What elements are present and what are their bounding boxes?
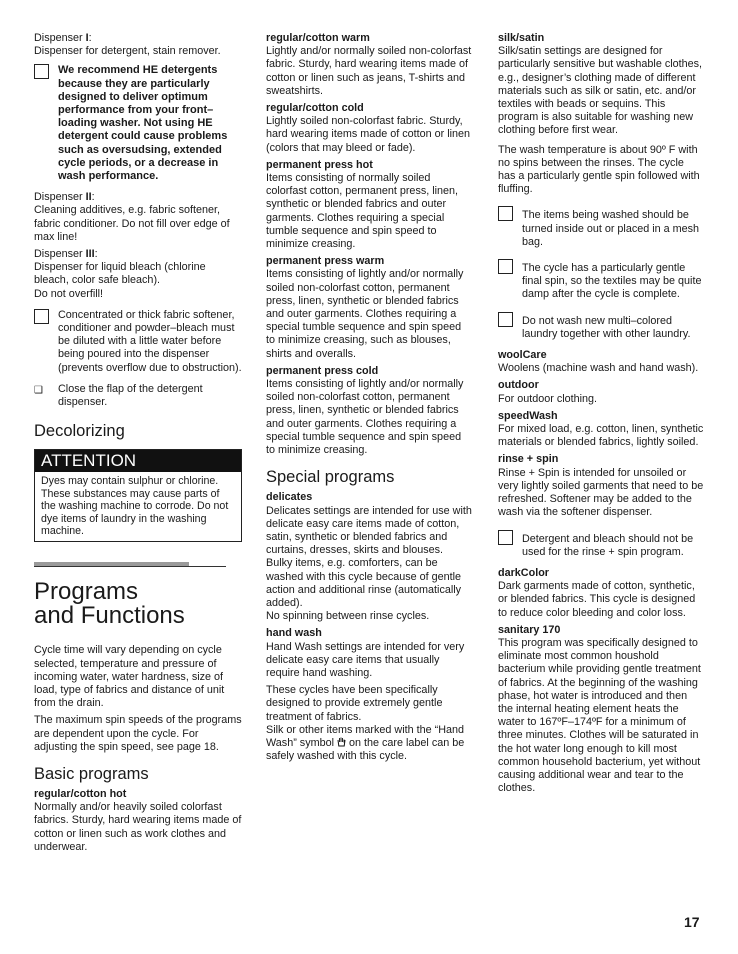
note-icon	[498, 312, 513, 327]
dispenser-label: Dispenser	[34, 191, 86, 204]
note-icon	[34, 309, 49, 324]
page-title	[34, 580, 242, 628]
program-title-outdoor: outdoor	[498, 379, 539, 392]
column-left	[34, 32, 242, 858]
program-text-rinse-spin: Rinse + Spin is intended for unsoiled or very lightly soiled garments that need to be refreshed. Softener may be added to the wash via the softener dispenser.	[498, 466, 704, 519]
note-icon	[498, 259, 513, 274]
note-dilute	[34, 309, 242, 375]
program-text-silk-temp: The wash temperature is about 90º F with no spins between the rinses. The cycle has a particularly gentle spin followed with fluffing.	[498, 143, 700, 196]
checkbox-bullet-icon: ❑	[34, 384, 43, 396]
program-title-sanitary: sanitary 170	[498, 623, 561, 636]
attention-box	[34, 449, 242, 542]
note-text: The items being washed should be turned inside out or placed in a mesh bag.	[522, 209, 700, 248]
program-text-hand-wash-symbol	[266, 724, 472, 764]
program-text-delicates-bulky: Bulky items, e.g. comforters, can be washed with this cycle because of gentle action and additional rinse (automatically added).	[266, 557, 462, 609]
note-text: We recommend HE detergents because they are particularly designed to deliver optimum performance from your front–loading washer. Not using HE detergent could cause problems such as oversudsing, extended cycle periods, or a decrease in wash performance.	[58, 64, 228, 183]
attention-heading: ATTENTION	[35, 450, 241, 472]
heading-special-programs: Special programs	[266, 468, 395, 487]
program-text-regular-warm: Lightly and/or normally soiled non-colorfast fabric. Sturdy, hard wearing items made of cotton or linen such as jeans, T-shirts and sweatshirts.	[266, 45, 472, 97]
dispenser-1	[34, 32, 242, 58]
divider-thin	[34, 566, 226, 567]
program-text-regular-cold: Lightly soiled non-colorfast fabric. Sturdy, hard wearing items made of cotton or linen (colors that may bleed or fade).	[266, 115, 471, 154]
note-text: The cycle has a particularly gentle final spin, so the textiles may be quite damp after the cycle is complete.	[522, 262, 702, 301]
dispenser-number: III	[85, 248, 95, 261]
page-number: 17	[684, 914, 700, 930]
dispenser-description: Dispenser for detergent, stain remover.	[34, 45, 221, 58]
intro-paragraph-1: Cycle time will vary depending on cycle selected, temperature and pressure of incoming water, water hardness, size of load, type of fabrics and distance of unit from the drain.	[34, 644, 225, 710]
dispenser-number: I	[85, 32, 89, 44]
program-title-regular-hot: regular/cotton hot	[34, 787, 127, 800]
heading-decolorizing: Decolorizing	[34, 422, 125, 441]
dispenser-label: Dispenser	[34, 32, 86, 44]
program-title-silk: silk/satin	[498, 32, 545, 44]
column-right	[498, 32, 704, 799]
program-text-silk: Silk/satin settings are designed for particularly sensitive but washable clothes, e.g., designer’s clothing made of different materials such as silk or satin, etc. and/or textiles with beads or sequins. This program is also suitable for washing new clothing before first wear.	[498, 45, 703, 137]
program-text-pp-warm: Items consisting of lightly and/or normally soiled non-colorfast cotton, permanent press, linen, synthetic or blended fabrics and outer garments. Clothes requiring a special tumble sequence and spin speed to minimize creasing, such as blouses, shirts and overalls.	[266, 268, 464, 360]
note-inside-out	[498, 206, 704, 249]
dispenser-number: II	[85, 191, 92, 204]
colon: :	[88, 32, 92, 44]
page-title-line-2: and Functions	[34, 602, 185, 630]
program-text-darkcolor: Dark garments made of cotton, synthetic, or blended fabrics. This cycle is designed to reduce color bleeding and color loss.	[498, 580, 696, 619]
program-text-hand-wash-gentle: These cycles have been specifically designed to provide extremely gentle treatment of fabrics.	[266, 684, 443, 723]
attention-text: Dyes may contain sulphur or chlorine. These substances may cause parts of the washing machine to corrode. Do not dye items of laundry in the washing machine.	[41, 475, 229, 537]
note-icon	[498, 530, 513, 545]
program-text-delicates-spin: No spinning between rinse cycles.	[266, 610, 430, 623]
bullet-text: Close the flap of the detergent dispenser.	[58, 382, 203, 409]
program-text-outdoor: For outdoor clothing.	[498, 392, 598, 405]
dispenser-description: Dispenser for liquid bleach (chlorine bleach, color safe bleach).	[34, 261, 206, 287]
program-text-woolcare: Woolens (machine wash and hand wash).	[498, 362, 699, 375]
note-text: Concentrated or thick fabric softener, conditioner and powder–bleach must be diluted with a little water before being poured into the dispenser (prevents overflow due to obstruction).	[58, 308, 242, 374]
dispenser-warning: Do not overfill!	[34, 287, 104, 300]
hand-wash-symbol-icon	[337, 737, 346, 747]
note-icon	[498, 206, 513, 221]
dispenser-3	[34, 248, 242, 301]
note-icon	[34, 64, 49, 79]
program-text-sanitary: This program was specifically designed to eliminate most common houshold bacterium while providing gentle treatment of fabrics. At the beginning of the washing phase, hot water is introduced and then the internal heating element heats the water to 167ºF–174ºF for a minimum of three minutes. Clothes will be saturated in the hot water long enough to kill most common household bacterium, yet without causing additional wear and tear to the clothes.	[498, 636, 701, 795]
intro-paragraph-2: The maximum spin speeds of the programs are dependent upon the cycle. For adjusting the spin speed, see page 18.	[34, 714, 242, 753]
note-detergent-rinse	[498, 530, 704, 559]
dispenser-2	[34, 191, 242, 244]
section-divider	[34, 562, 242, 570]
program-text-pp-cold: Items consisting of lightly and/or normally soiled non-colorfast cotton, permanent press, linen, synthetic or blended fabrics and outer garments. Clothes requiring a special tumble sequence and spin speed to minimize creasing.	[266, 378, 464, 457]
note-multicolor	[498, 312, 704, 341]
note-he-detergent	[34, 64, 242, 183]
dispenser-description: Cleaning additives, e.g. fabric softener, fabric conditioner. Do not fill over edge of max line!	[34, 204, 230, 243]
program-title-pp-hot: permanent press hot	[266, 158, 373, 171]
symbol-text-after: on the care label can be safely washed with this cycle.	[266, 736, 465, 763]
note-text: Do not wash new multi–colored laundry together with other laundry.	[522, 314, 691, 340]
program-text-regular-hot: Normally and/or heavily soiled colorfast fabrics. Sturdy, hard wearing items made of cotton or linen such as work clothes and underwear.	[34, 801, 242, 853]
symbol-text-before: Silk or other items marked with the “Hand Wash” symbol	[266, 723, 465, 749]
colon: :	[94, 248, 98, 261]
program-title-hand-wash: hand wash	[266, 627, 322, 640]
column-middle	[266, 32, 472, 767]
bullet-close-flap	[34, 383, 242, 409]
program-title-pp-warm: permanent press warm	[266, 255, 385, 268]
heading-basic-programs: Basic programs	[34, 764, 149, 783]
note-text: Detergent and bleach should not be used for the rinse + spin program.	[522, 532, 694, 558]
program-title-rinse-spin: rinse + spin	[498, 453, 559, 466]
program-title-pp-cold: permanent press cold	[266, 364, 379, 377]
program-title-speedwash: speedWash	[498, 409, 558, 422]
program-title-regular-cold: regular/cotton cold	[266, 102, 364, 115]
program-title-delicates: delicates	[266, 491, 313, 504]
program-title-darkcolor: darkColor	[498, 566, 549, 579]
page-title-line-1: Programs	[34, 578, 139, 606]
program-title-woolcare: woolCare	[498, 349, 547, 362]
program-text-hand-wash: Hand Wash settings are intended for very delicate easy care items that usually require hand washing.	[266, 640, 465, 679]
dispenser-label: Dispenser	[34, 248, 86, 261]
program-text-speedwash: For mixed load, e.g. cotton, linen, synthetic materials or blended fabrics, lightly soiled.	[498, 423, 704, 449]
program-text-delicates: Delicates settings are intended for use with delicate easy care items made of cotton, satin, synthetic or blended fabrics and curtains, dresses, skirts and blouses.	[266, 504, 472, 557]
note-damp	[498, 259, 704, 302]
colon: :	[91, 191, 95, 204]
program-text-pp-hot: Items consisting of normally soiled colorfast cotton, permanent press, linen, synthetic or blended fabrics and outer garments. Clothes requiring a special tumble sequence and spin speed to minimize creasing.	[266, 172, 459, 251]
program-title-regular-warm: regular/cotton warm	[266, 32, 370, 44]
